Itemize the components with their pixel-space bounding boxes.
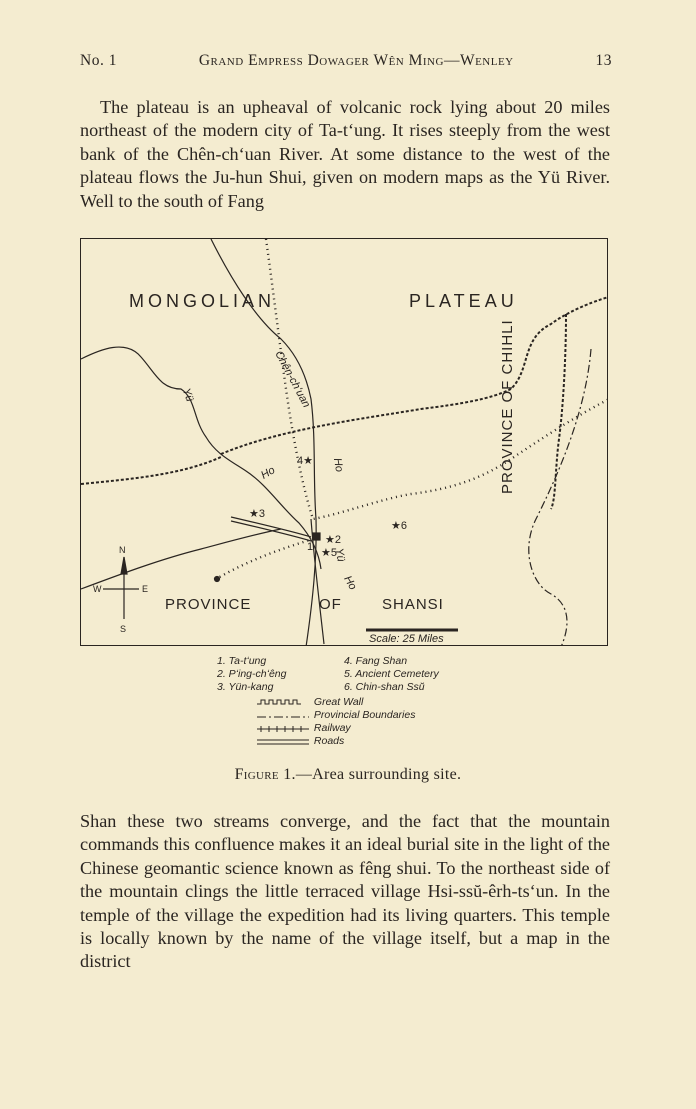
label-yu-2: Yü	[332, 547, 347, 563]
site-6-label: ★6	[391, 520, 407, 532]
legend-provincial-label: Provincial Boundaries	[313, 709, 416, 721]
legend-site-4: 4. Fang Shan	[344, 655, 408, 667]
label-ho-2: Ho	[330, 457, 346, 473]
great-wall-symbol	[257, 698, 309, 707]
label-shansi: SHANSI	[382, 596, 444, 613]
label-plateau: PLATEAU	[409, 291, 518, 311]
legend-row	[217, 668, 471, 681]
legend-roads	[257, 735, 471, 748]
west-town-marker	[215, 577, 220, 582]
legend-line-types	[257, 696, 471, 748]
compass-w-label: W	[93, 584, 102, 594]
provincial-boundary	[529, 349, 591, 646]
legend-railway-label: Railway	[313, 722, 351, 734]
running-header	[80, 52, 612, 70]
site-2-label: ★2	[325, 534, 341, 546]
legend-row	[217, 681, 471, 694]
label-scale: Scale: 25 Miles	[369, 633, 444, 645]
legend-roads-label: Roads	[313, 735, 345, 747]
compass-n-label: N	[119, 545, 126, 555]
page-number: 13	[595, 52, 612, 69]
legend-site-3: 3. Yün-kang	[217, 681, 274, 693]
label-chen-chuan: Chên-chʻuan	[272, 349, 313, 410]
map-figure	[80, 238, 608, 646]
label-yu-river: Yü	[179, 386, 196, 404]
header-title: Grand Empress Dowager Wên Ming—Wenley	[198, 52, 514, 69]
label-mongolian: MONGOLIAN	[129, 291, 276, 311]
figure-caption-text: —Area surrounding site.	[295, 766, 462, 783]
figure-label: Figure 1.	[234, 766, 296, 783]
label-province-of-chihli: PROVINCE OF CHIHLI	[499, 319, 516, 494]
site-3-label: ★3	[249, 508, 265, 520]
legend-site-1: 1. Ta-tʻung	[217, 655, 267, 667]
site-1-label: 1	[307, 541, 314, 553]
compass-arrow	[121, 557, 127, 574]
railway	[266, 239, 608, 519]
boundary-symbol	[257, 711, 309, 720]
road-1	[231, 517, 311, 537]
site-4-label: 4★	[297, 455, 313, 467]
legend-row	[217, 655, 471, 668]
label-province: PROVINCE	[165, 596, 252, 613]
legend-great-wall-label: Great Wall	[313, 696, 364, 708]
label-ho-1: Ho	[258, 464, 278, 482]
legend-site-6: 6. Chin-shan Ssŭ	[344, 681, 425, 693]
railway-west	[216, 539, 313, 579]
great-wall-upper	[221, 297, 608, 454]
header-number: No. 1	[80, 52, 117, 69]
railway-symbol	[257, 724, 309, 733]
legend-railway	[257, 722, 471, 735]
compass-s-label: S	[120, 624, 127, 634]
great-wall-lower	[81, 457, 221, 484]
figure-caption	[0, 766, 696, 784]
legend-site-5: 5. Ancient Cemetery	[344, 668, 439, 680]
map-legend	[217, 655, 471, 748]
bottom-paragraph: Shan these two streams converge, and the fact that the mountain commands this confluence makes it an ideal burial site in the light of the Chinese geomantic science known as fêng shui. To the northeast side of the mountain clings the little terraced village Hsi-ssŭ-êrh-ts‘un. In the temple of the village the expedition had its living quarters. This temple is locally known by the name of the village itself, but a map in the district	[80, 811, 610, 972]
ho-river-branch	[81, 529, 281, 589]
label-of: OF	[319, 596, 342, 613]
legend-provincial-boundaries	[257, 709, 471, 722]
legend-great-wall	[257, 696, 471, 709]
tatung-city-marker	[313, 533, 320, 540]
top-paragraph: The plateau is an upheaval of volcanic rock lying about 20 miles northeast of the modern city of Ta-tʻung. It rises steeply from the west bank of the Chên-chʻuan River. At some distance to the west of the plateau flows the Ju-hun Shui, given on modern maps as the Yü River. Well to the south of Fang	[80, 97, 610, 211]
site-5-label: ★5	[321, 547, 337, 559]
legend-site-2: 2. Pʻing-chʻêng	[217, 668, 287, 680]
label-ho-3: Ho	[341, 573, 359, 593]
compass-e-label: E	[142, 584, 149, 594]
great-wall-east	[551, 314, 566, 509]
yu-river	[81, 347, 321, 569]
roads-symbol	[257, 737, 309, 746]
